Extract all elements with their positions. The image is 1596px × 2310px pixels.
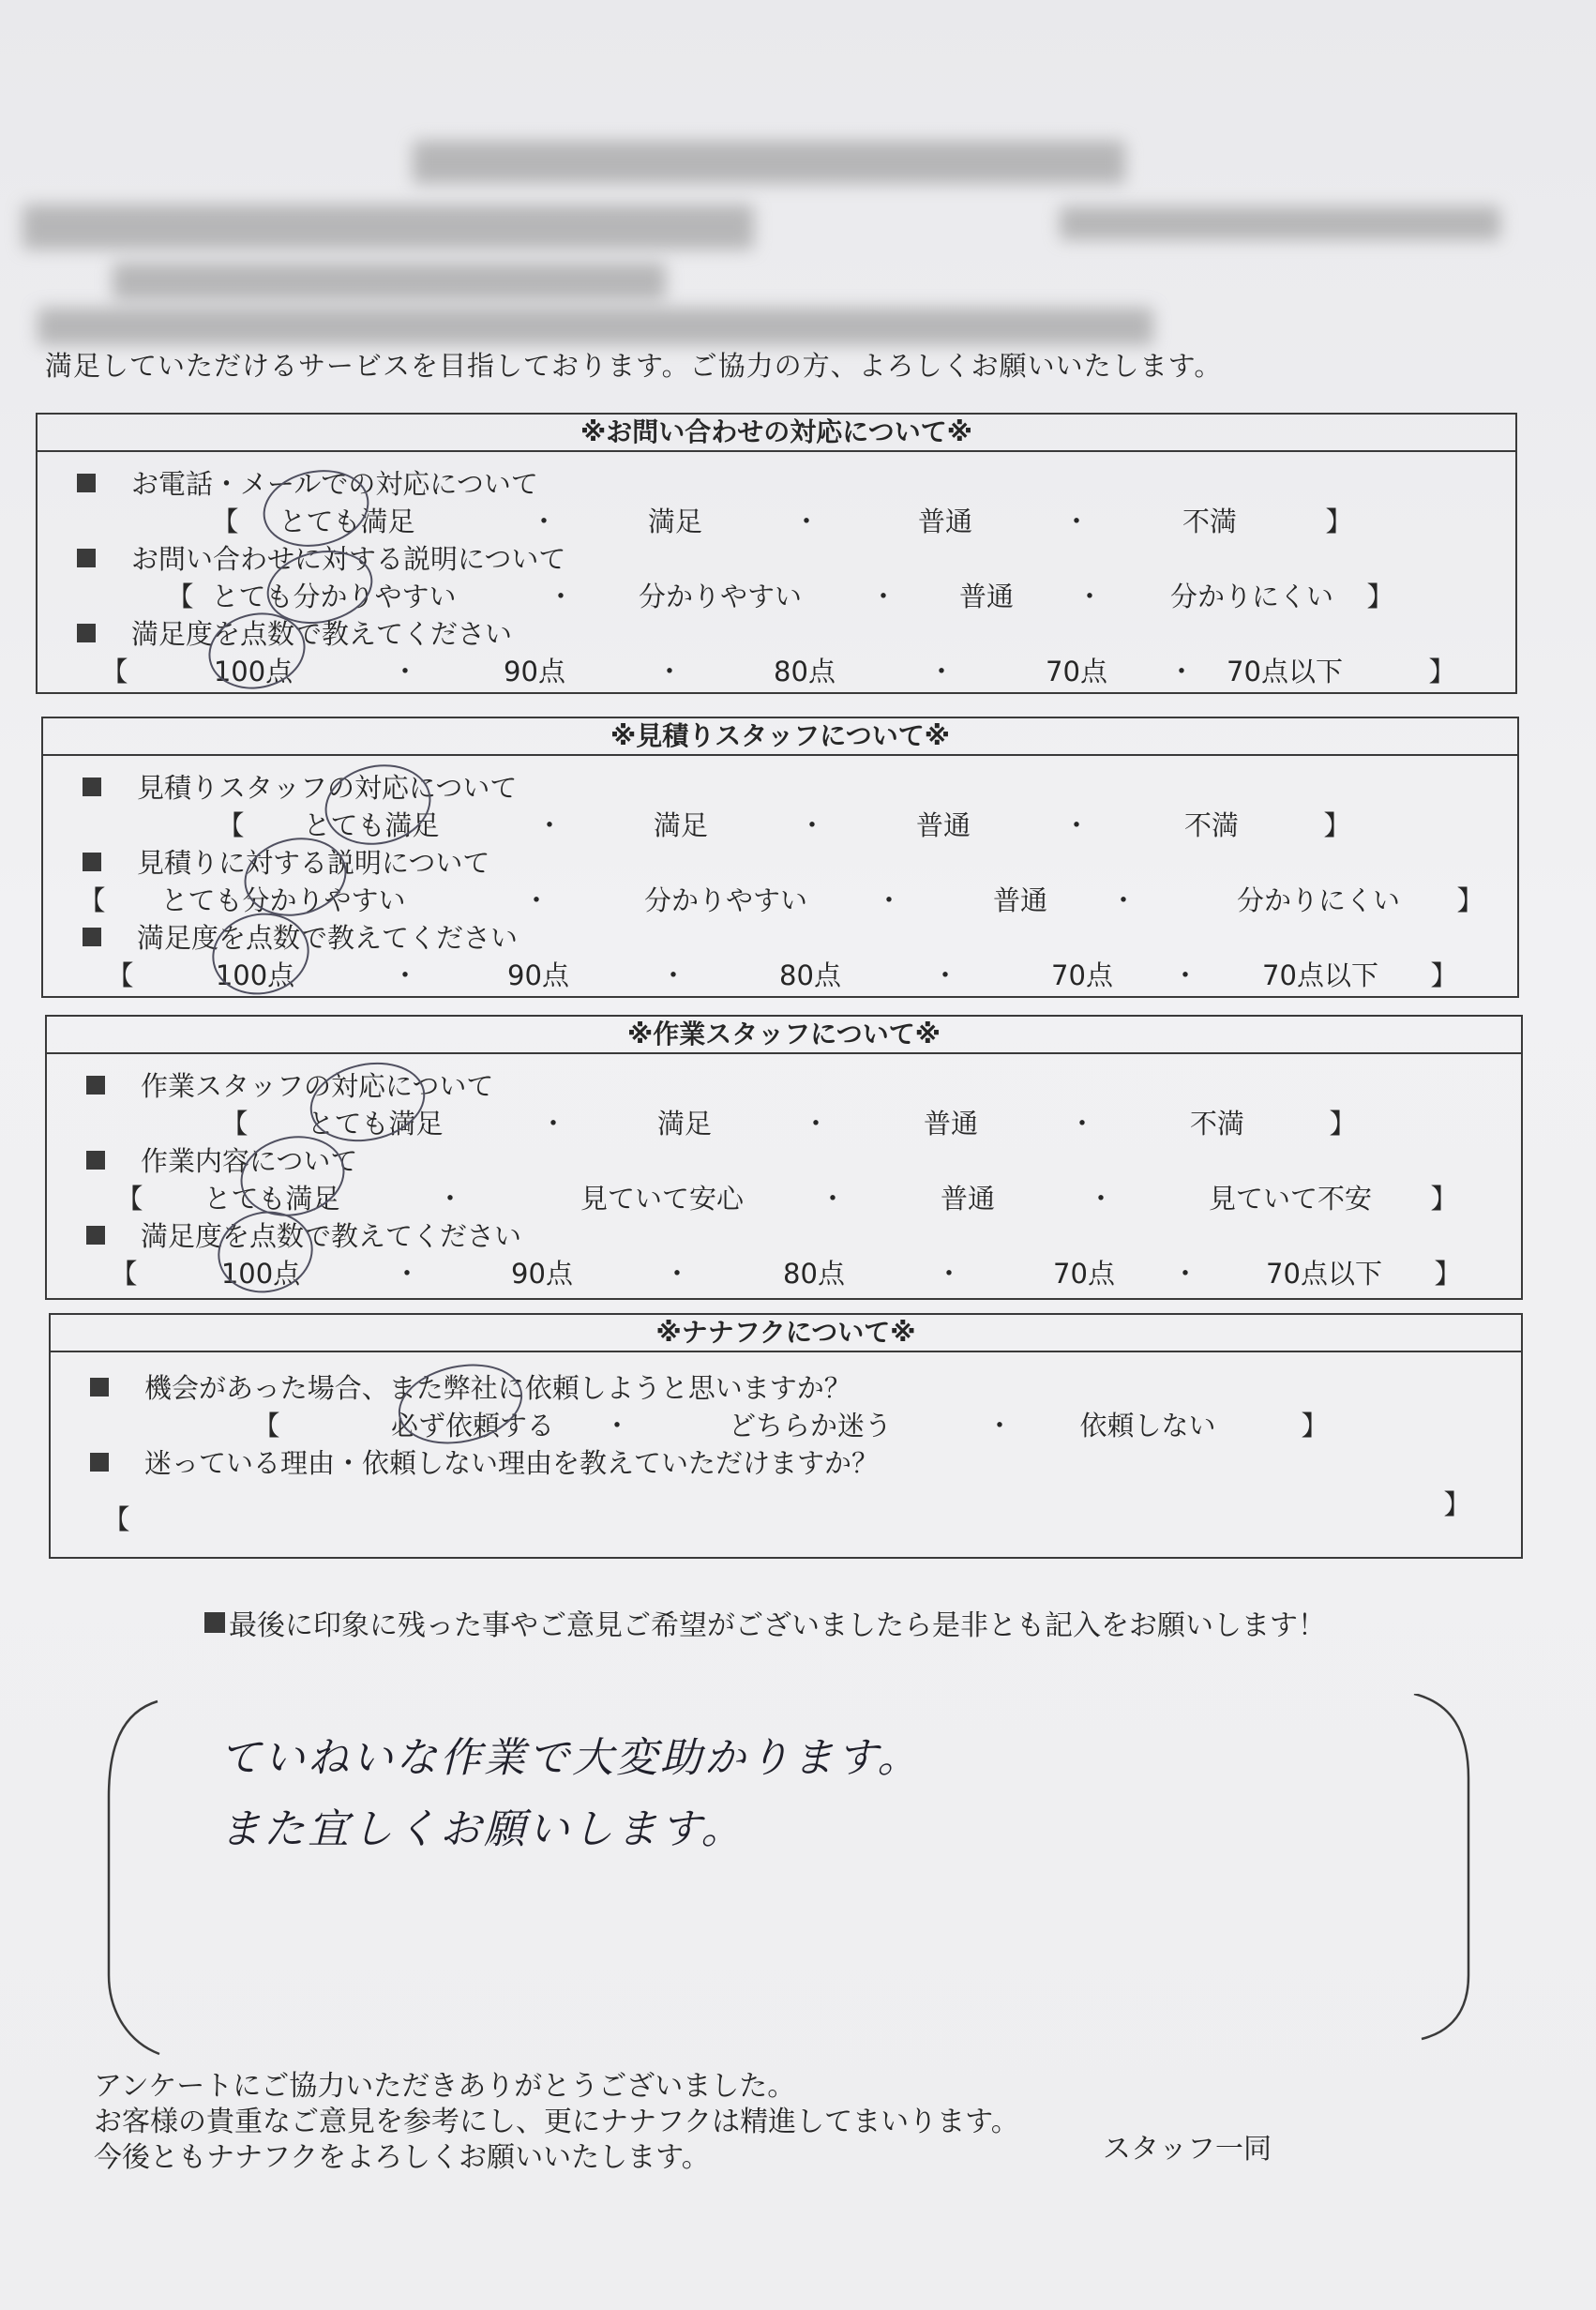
option[interactable]: 普通 bbox=[992, 884, 1048, 916]
square-bullet-icon bbox=[83, 853, 101, 871]
option[interactable]: 必ず依頼する bbox=[390, 1410, 555, 1442]
option[interactable]: 70点 bbox=[1046, 656, 1107, 687]
question-estimate-score: 満足度を点数で教えてください bbox=[83, 917, 518, 956]
square-bullet-icon bbox=[86, 1151, 105, 1170]
option[interactable]: 依頼しない bbox=[1079, 1410, 1216, 1442]
option[interactable]: とても分かりやすい bbox=[160, 884, 406, 916]
square-bullet-icon bbox=[90, 1453, 109, 1472]
option[interactable]: 70点 bbox=[1053, 1258, 1115, 1290]
option[interactable]: 不満 bbox=[1182, 506, 1238, 537]
option[interactable]: 見ていて不安 bbox=[1208, 1183, 1373, 1215]
option[interactable]: 見ていて安心 bbox=[580, 1183, 745, 1215]
option[interactable]: とても満足 bbox=[307, 1108, 444, 1140]
option[interactable]: 分かりにくい bbox=[1169, 581, 1334, 612]
question-reason: 迷っている理由・依頼しない理由を教えていただけますか？ bbox=[90, 1442, 879, 1481]
question-estimate-staff: 見積りスタッフの対応について bbox=[83, 767, 517, 806]
square-bullet-icon bbox=[83, 778, 101, 796]
handwritten-comment-line-2: また宜しくお願いします。 bbox=[219, 1805, 745, 1853]
section-work: ※作業スタッフについて※ 作業スタッフの対応について 【 とても満足 ・ 満足 ・ 普通 ・ 不満 】 作業内容について 【 とても満足 ・ 見ていて安心 ・ 普通 ・ 見ていて不安 】 満足度を点数で教えてください 【 100点 ・ 90点 ・ 80点 ・ 70点 ・ 70点以下 】 bbox=[45, 1015, 1523, 1300]
section-title: ※見積りスタッフについて※ bbox=[43, 718, 1517, 756]
option[interactable]: 80点 bbox=[774, 656, 836, 687]
question-explanation: お問い合わせに対する説明について bbox=[77, 538, 565, 577]
option[interactable]: 満足 bbox=[653, 809, 709, 841]
square-bullet-icon bbox=[90, 1378, 109, 1397]
option[interactable]: 普通 bbox=[915, 809, 971, 841]
section-title: ※作業スタッフについて※ bbox=[47, 1017, 1521, 1054]
footer-text: アンケートにご協力いただきありがとうございました。 お客様の貴重なご意見を参考にし、更にナナフクは精進してまいります。 今後ともナナフクをよろしくお願いいたします。 bbox=[94, 2070, 1019, 2174]
square-bullet-icon bbox=[204, 1612, 225, 1633]
square-bullet-icon bbox=[83, 928, 101, 946]
redacted-line-1 bbox=[23, 204, 754, 249]
section-title: ※ナナフクについて※ bbox=[51, 1315, 1521, 1352]
option[interactable]: 満足 bbox=[656, 1108, 713, 1140]
intro-text: 満足していただけるサービスを目指しております。ご協力の方、よろしくお願いいたします。 bbox=[45, 350, 1223, 382]
question-estimate-explanation: 見積りに対する説明について bbox=[83, 842, 489, 881]
option[interactable]: 不満 bbox=[1183, 809, 1240, 841]
option[interactable]: 100点 bbox=[220, 1258, 301, 1290]
option[interactable]: とても満足 bbox=[303, 809, 440, 841]
option[interactable]: 70点以下 bbox=[1227, 656, 1343, 687]
option[interactable]: とても満足 bbox=[279, 506, 415, 537]
signoff: スタッフ一同 bbox=[1103, 2133, 1272, 2166]
option[interactable]: 70点以下 bbox=[1262, 959, 1378, 991]
option[interactable]: 90点 bbox=[511, 1258, 573, 1290]
option[interactable]: 分かりにくい bbox=[1236, 884, 1401, 916]
redacted-line-2 bbox=[113, 263, 666, 300]
question-work-content: 作業内容について bbox=[86, 1140, 357, 1179]
option[interactable]: 普通 bbox=[923, 1108, 979, 1140]
option[interactable]: 普通 bbox=[917, 506, 973, 537]
option[interactable]: 分かりやすい bbox=[638, 581, 803, 612]
option[interactable]: 90点 bbox=[504, 656, 565, 687]
question-work-score: 満足度を点数で教えてください bbox=[86, 1215, 521, 1254]
section-title: ※お問い合わせの対応について※ bbox=[38, 415, 1515, 452]
option[interactable]: 70点 bbox=[1051, 959, 1113, 991]
handwritten-comment-line-1: ていねいな作業で大変助かります。 bbox=[219, 1734, 922, 1782]
redacted-line-1b bbox=[1060, 206, 1500, 240]
option[interactable]: 100点 bbox=[215, 959, 295, 991]
final-question: 最後に印象に残った事やご意見ご希望がございましたら是非とも記入をお願いします！ bbox=[204, 1602, 1326, 1643]
option[interactable]: 不満 bbox=[1189, 1108, 1245, 1140]
question-work-staff: 作業スタッフの対応について bbox=[86, 1065, 493, 1104]
option[interactable]: 普通 bbox=[940, 1183, 996, 1215]
comment-box[interactable] bbox=[101, 1694, 1476, 2058]
section-estimate: ※見積りスタッフについて※ 見積りスタッフの対応について 【 とても満足 ・ 満足 ・ 普通 ・ 不満 】 見積りに対する説明について 【 とても分かりやすい ・ 分かりやすい ・ 普通 ・ 分かりにくい 】 満足度を点数で教えてください 【 100点 ・ 90点 ・ 80点 ・ 70点 ・ 70点以下 】 bbox=[41, 717, 1519, 998]
question-request-again: 機会があった場合、また弊社に依頼しようと思いますか？ bbox=[90, 1367, 851, 1406]
square-bullet-icon bbox=[86, 1076, 105, 1095]
section-nanafuku: ※ナナフクについて※ 機会があった場合、また弊社に依頼しようと思いますか？ 【 必ず依頼する ・ どちらか迷う ・ 依頼しない 】 迷っている理由・依頼しない理由を教えていただけますか？ 【 】 bbox=[49, 1313, 1523, 1559]
option[interactable]: 分かりやすい bbox=[643, 884, 808, 916]
question-phone-email: お電話・メールでの対応について bbox=[77, 463, 538, 502]
option[interactable]: 70点以下 bbox=[1266, 1258, 1382, 1290]
option[interactable]: 普通 bbox=[958, 581, 1015, 612]
option[interactable]: どちらか迷う bbox=[728, 1410, 893, 1442]
section-inquiry: ※お問い合わせの対応について※ お電話・メールでの対応について 【 とても満足 ・ 満足 ・ 普通 ・ 不満 】 お問い合わせに対する説明について 【 とても分かりやすい ・ 分かりやすい ・ 普通 ・ 分かりにくい 】 満足度を点数で教えてください 【 100点 ・ 90点 ・ 80点 ・ 70点 ・ 70点以下 】 bbox=[36, 413, 1517, 694]
option[interactable]: 90点 bbox=[507, 959, 569, 991]
option[interactable]: 80点 bbox=[783, 1258, 845, 1290]
option[interactable]: とても満足 bbox=[203, 1183, 340, 1215]
question-score: 満足度を点数で教えてください bbox=[77, 613, 512, 652]
square-bullet-icon bbox=[86, 1226, 105, 1245]
option[interactable]: 100点 bbox=[213, 656, 294, 687]
option[interactable]: 満足 bbox=[647, 506, 703, 537]
square-bullet-icon bbox=[77, 549, 96, 567]
square-bullet-icon bbox=[77, 624, 96, 642]
redacted-line-3 bbox=[38, 308, 1153, 345]
option[interactable]: 80点 bbox=[779, 959, 841, 991]
redacted-title bbox=[413, 141, 1125, 184]
option[interactable]: とても分かりやすい bbox=[211, 581, 457, 612]
square-bullet-icon bbox=[77, 474, 96, 492]
